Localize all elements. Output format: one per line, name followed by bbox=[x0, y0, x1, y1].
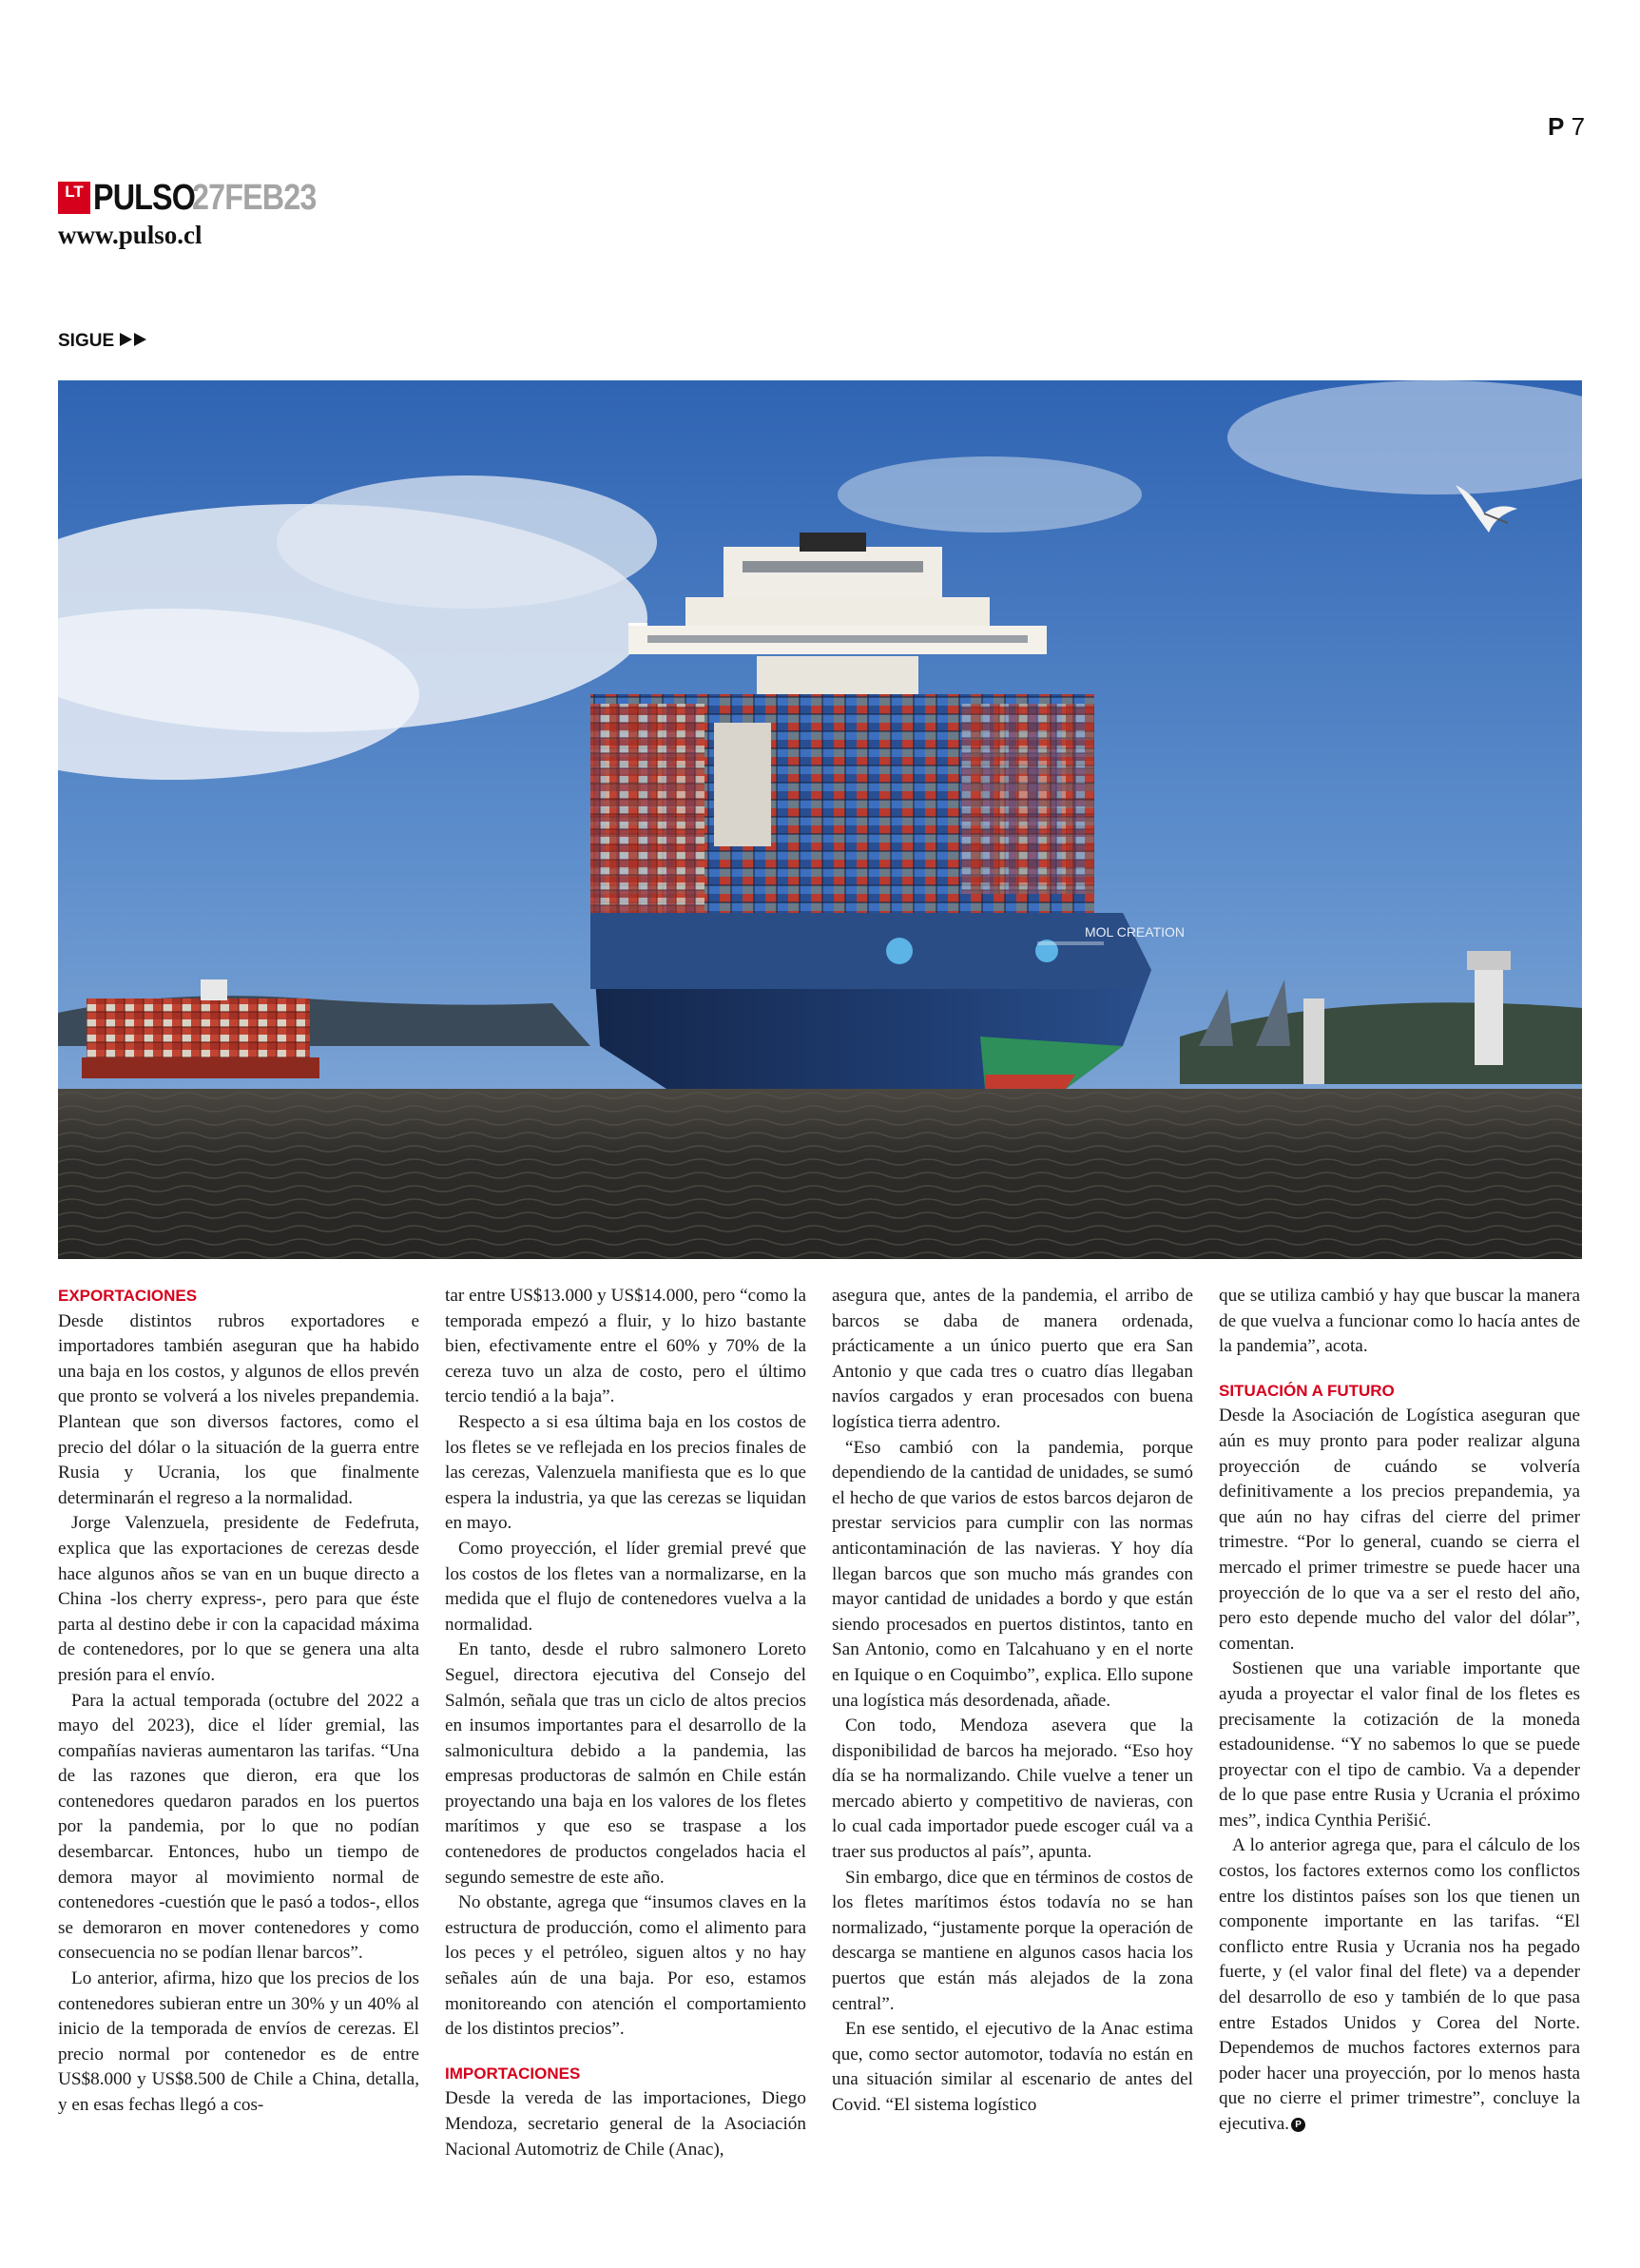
paragraph bbox=[445, 1638, 806, 1890]
paragraph-text: que se utiliza cambió y hay que buscar la manera de que vuelva a funcionar como lo hacía antes de la pandemia”, acota. bbox=[1219, 1286, 1580, 1357]
paragraph-text: Con todo, Mendoza asevera que la disponibilidad de barcos ha mejorado. “Eso hoy día se ha normalizando. Chile vuelve a tener un mercado abierto y competitivo de navieras, con lo cual cada importador puede escoger cuál va a traer sus productos al país”, apunta. bbox=[832, 1716, 1193, 1863]
page-digit: 7 bbox=[1571, 112, 1586, 141]
paragraph bbox=[832, 1436, 1193, 1715]
paragraph bbox=[58, 1967, 419, 2119]
paragraph bbox=[58, 1689, 419, 1968]
paragraph bbox=[445, 1890, 806, 2043]
paragraph-text: Desde distintos rubros exportadores e importadores también aseguran que ha habido una baja en los costos, y algunos de ellos prevén que pronto se volverá a los niveles prepandemia. Plantean que son diversos factores, como el precio del dólar o la situación de la guerra entre Rusia y Ucrania, los que finalmente determinarán el regreso a la normalidad. bbox=[58, 1310, 419, 1508]
brand-name: PULSO bbox=[93, 177, 196, 218]
paragraph bbox=[58, 1511, 419, 1688]
paragraph bbox=[445, 1284, 806, 1410]
ship-name: MOL CREATION bbox=[1085, 924, 1186, 940]
website-link[interactable]: www.pulso.cl bbox=[58, 221, 203, 249]
paragraph-text: Para la actual temporada (octubre del 2022 a mayo del 2023), dice el líder gremial, las compañías navieras aumentaron las tarifas. “Una de las razones que dieron, era que los contenedores quedaron parados en los puertos por la pandemia, por lo que no podían desembarcar. Entonces, hubo un tiempo de demora mayor al movimiento normal de contenedores -cuestión que le pasó a todos-, ellos se demoraron en mover contenedores y como consecuencia no se podían llenar barcos”. bbox=[58, 1690, 419, 1964]
paragraph-text: Lo anterior, afirma, hizo que los precios de los contenedores subieran entre un 30% y un 40% al inicio de la temporada de envíos de cerezas. El precio normal por contenedor es de entre US$8.000 y US$8.500 de Chile a China, detalla, y en esas fechas llegó a cos- bbox=[58, 1968, 419, 2115]
paragraph-text: A lo anterior agrega que, para el cálculo de los costos, los factores externos como los conflictos entre los distintos países son los que tienen un componente importante en las tarifas. “El conflicto entre Rusia y Ucrania nos ha pegado fuerte, y (el valor final del flete) va a depender del desarrollo de eso y también de lo que pasa entre Estados Unidos y Corea del Norte. Dependemos de muchos factores externos para poder hacer una proyección, por lo menos hasta que no cierre el primer trimestre”, concluye la ejecutiva. bbox=[1219, 1835, 1580, 2134]
end-of-article-icon: P bbox=[1291, 2118, 1305, 2132]
section-heading: IMPORTACIONES bbox=[445, 2064, 581, 2083]
sigue-text: SIGUE bbox=[58, 331, 115, 351]
paragraph bbox=[832, 1284, 1193, 1436]
page-letter: P bbox=[1548, 112, 1565, 141]
section-heading: SITUACIÓN A FUTURO bbox=[1219, 1381, 1395, 1400]
paragraph bbox=[58, 1309, 419, 1512]
paragraph bbox=[1219, 1833, 1580, 2137]
paragraph-text: Desde la vereda de las importaciones, Diego Mendoza, secretario general de la Asociación Nacional Automotriz de Chile (Anac), bbox=[445, 2088, 806, 2160]
section-heading: EXPORTACIONES bbox=[58, 1287, 198, 1305]
paragraph bbox=[1219, 1657, 1580, 1833]
cargo-ship-photo bbox=[58, 380, 1582, 1259]
paragraph-text: Jorge Valenzuela, presidente de Fedefruta, explica que las exportaciones de cerezas desde hace algunos años se van en un buque directo a China -los cherry express-, pero para que éste parta al destino debe ir con la capacidad máxima de contenedores, por lo que se genera una alta presión para el envío. bbox=[58, 1513, 419, 1685]
article-column-1 bbox=[58, 1284, 419, 2119]
paragraph-text: Sin embargo, dice que en términos de costos de los fletes marítimos éstos todavía no se han normalizado, “justamente porque la operación de descarga se mantiene en algunos casos hacia los puertos que están más alejados de la zona central”. bbox=[832, 1867, 1193, 2014]
masthead bbox=[58, 179, 338, 217]
paragraph-text: En ese sentido, el ejecutivo de la Anac estima que, como sector automotor, todavía no están en una situación similar al escenario de antes del Covid. “El sistema logístico bbox=[832, 2019, 1193, 2115]
paragraph-text: Respecto a si esa última baja en los costos de los fletes se ve reflejada en los precios finales de las cerezas, Valenzuela manifiesta que es lo que espera la industria, ya que las cerezas se liquidan en mayo. bbox=[445, 1411, 806, 1534]
paragraph-text: Como proyección, el líder gremial prevé que los costos de los fletes van a normalizarse, en la medida que el flujo de contenedores vuelva a la normalidad. bbox=[445, 1538, 806, 1635]
paragraph bbox=[445, 1537, 806, 1638]
article-column-3 bbox=[832, 1284, 1193, 2119]
paragraph-text: No obstante, agrega que “insumos claves en la estructura de producción, como el alimento para los peces y el petróleo, siguen altos y no hay señales aún de una baja. Por eso, estamos monitoreando con atención el comportamiento de los distintos precios”. bbox=[445, 1892, 806, 2040]
paragraph bbox=[832, 1714, 1193, 1866]
paragraph bbox=[1219, 1284, 1580, 1360]
paragraph bbox=[445, 2086, 806, 2162]
paragraph bbox=[445, 1410, 806, 1537]
sigue-label bbox=[58, 331, 150, 352]
paragraph bbox=[832, 2017, 1193, 2118]
article-column-4 bbox=[1219, 1284, 1580, 2138]
paragraph-text: Desde la Asociación de Logística aseguran que aún es muy pronto para poder realizar alguna proyección de cuándo se volvería definitivamente a los precios prepandemia, ya que aún no hay cifras del cierre del primer trimestre. “Por lo general, cuando se cierra el mercado el primer trimestre se puede hacer una proyección de lo que va a ser el resto del año, pero esto depende mucho del valor del dólar”, comentan. bbox=[1219, 1405, 1580, 1654]
lt-logo: LT bbox=[58, 182, 90, 214]
paragraph-text: asegura que, antes de la pandemia, el arribo de barcos se daba de manera ordenada, prácticamente a un único puerto que era San Antonio y que cada tres o cuatro días llegaban navíos cargados y eran procesados con buena logística tierra adentro. bbox=[832, 1286, 1193, 1432]
paragraph-text: tar entre US$13.000 y US$14.000, pero “como la temporada empezó a fluir, y lo hizo bastante bien, efectivamente entre el 60% y 70% de la cereza tuvo un alza de costo, pero el último tercio tendió a la baja”. bbox=[445, 1286, 806, 1407]
article-column-2 bbox=[445, 1284, 806, 2162]
paragraph bbox=[1219, 1404, 1580, 1657]
paragraph bbox=[832, 1866, 1193, 2018]
edition-date: 27FEB23 bbox=[191, 177, 317, 218]
paragraph-text: “Eso cambió con la pandemia, porque dependiendo de la cantidad de unidades, se sumó el hecho de que varios de estos barcos dejaron de prestar servicios para cumplir con las normas anticontaminación de las navieras. Y hoy día llegan barcos que son mucho más grandes con mayor cantidad de unidades a bordo y que están siendo procesados en puertos distintos, tanto en San Antonio, como en Talcahuano y en el norte en Iquique o en Coquimbo”, explica. Ello supone una logística más desordenada, añade. bbox=[832, 1437, 1193, 1711]
page-number bbox=[1548, 112, 1585, 142]
paragraph-text: En tanto, desde el rubro salmonero Loreto Seguel, directora ejecutiva del Consejo del Salmón, señala que tras un ciclo de altos precios en insumos importantes para el desarrollo de la salmonicultura debido a la pandemia, las empresas productoras de salmón en Chile están proyectando una baja en los valores de los fletes marítimos y que eso se traspase a los contenedores de productos congelados hacia el segundo semestre de este año. bbox=[445, 1639, 806, 1888]
paragraph-text: Sostienen que una variable importante que ayuda a proyectar el valor final de los fletes es precisamente la cotización de la moneda estadounidense. “Y no sabemos lo que se puede proyectar con el tipo de cambio. Va a depender de lo que pase entre Rusia y Ucrania el próximo mes”, indica Cynthia Perišić. bbox=[1219, 1658, 1580, 1831]
double-play-arrow-icon bbox=[120, 331, 150, 352]
